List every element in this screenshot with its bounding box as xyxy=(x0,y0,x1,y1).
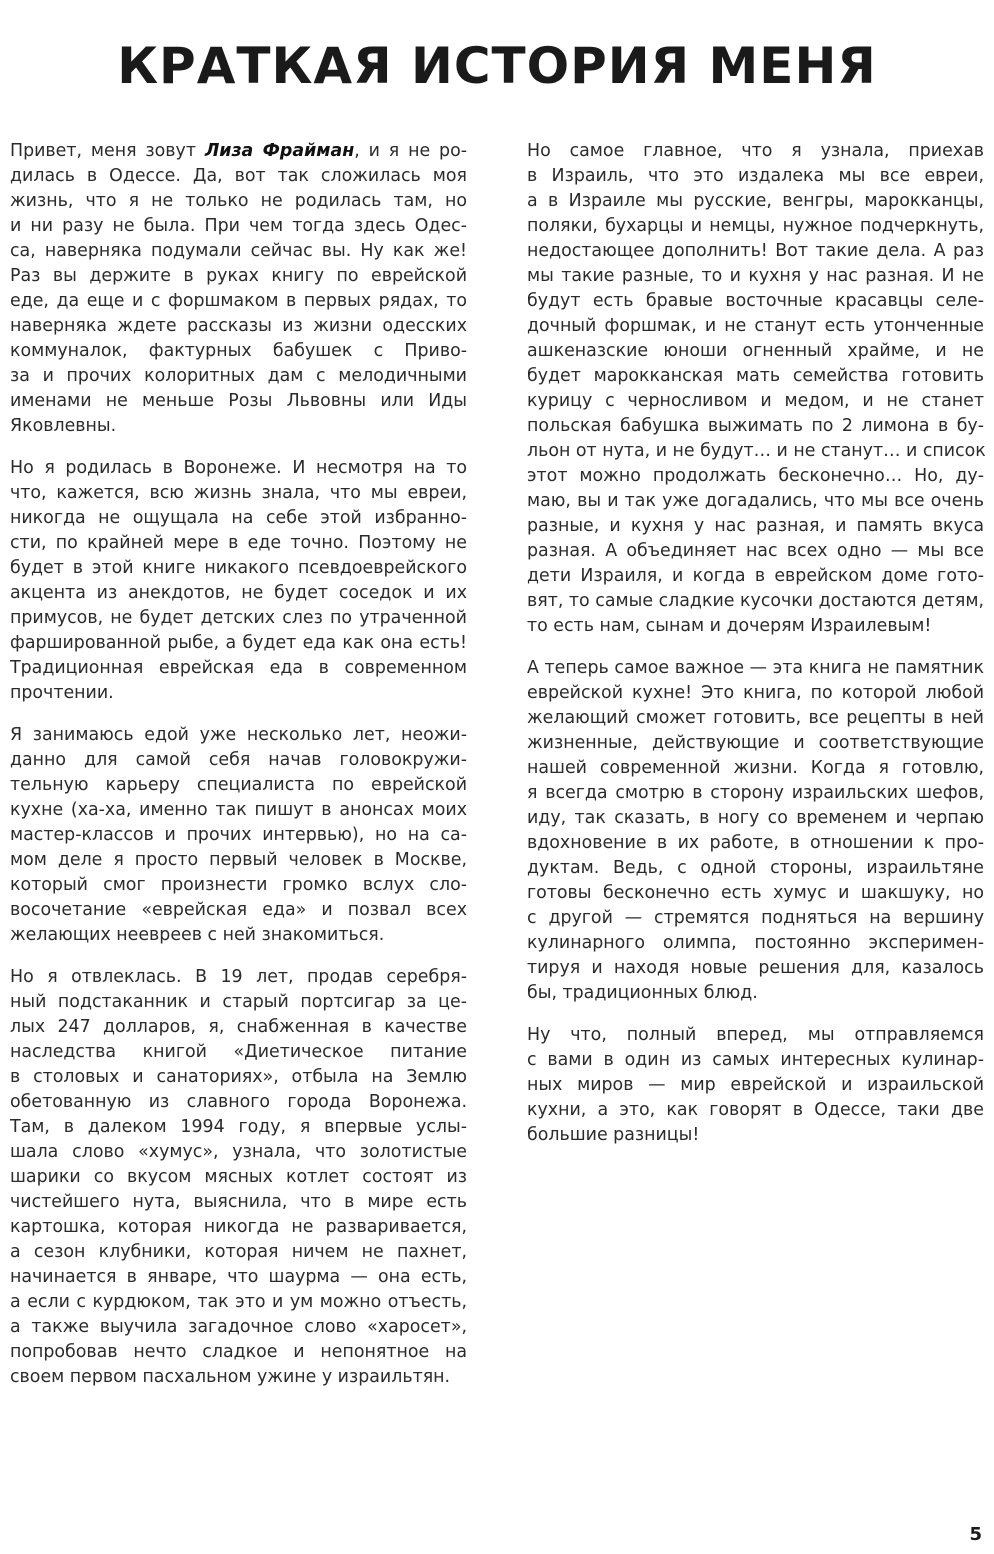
text-line: и ни разу не была. При чем тогда здесь Одес- xyxy=(10,216,467,236)
text-line: нашей современной жизни. Когда я готовлю, xyxy=(527,758,984,778)
text-line: еде, да еще и с форшмаком в первых рядах, то xyxy=(10,291,467,311)
text-line: я всегда смотрю в сторону израильских шефов, xyxy=(527,783,984,803)
text-line: кухне (ха-ха, именно так пишут в анонсах моих xyxy=(10,800,467,820)
text-line: что, кажется, всю жизнь знала, что мы евреи, xyxy=(10,483,467,503)
text-line: с вами в один из самых интересных кулинар- xyxy=(527,1050,984,1070)
text-line: Раз вы держите в руках книгу по еврейской xyxy=(10,266,467,286)
text-line xyxy=(10,139,467,164)
text-line: жизненные, действующие и соответствующие xyxy=(527,733,984,753)
text-line: начинается в январе, что шаурма — она есть, xyxy=(10,1267,467,1287)
text-line: наследства книгой «Диетическое питание xyxy=(10,1042,467,1062)
text-line: Я занимаюсь едой уже несколько лет, неожи- xyxy=(10,725,467,745)
text-line: а в Израиле мы русские, венгры, марокканцы, xyxy=(527,191,984,211)
intro-text: Привет, меня зовут xyxy=(10,141,205,161)
right-column xyxy=(527,139,984,1165)
text-line: фаршированной рыбе, а будет еда как она есть! xyxy=(10,633,467,653)
text-line: польская бабушка выжимать по 2 лимона в бу- xyxy=(527,416,984,436)
text-line: мы такие разные, то и кухня у нас разная. И не xyxy=(527,266,984,286)
text-line: льон от нута, и не будут… и не станут… и список xyxy=(527,441,986,461)
paragraph xyxy=(10,723,467,948)
text-line: акцента из анекдотов, не будет соседок и их xyxy=(10,583,467,603)
text-line: жизнь, что я не только не родилась там, но xyxy=(10,191,467,211)
text-line: са, наверняка подумали сейчас вы. Ну как же! xyxy=(10,241,467,261)
text-line: кухни, а это, как говорят в Одессе, таки две xyxy=(527,1100,984,1120)
text-line: именами не меньше Розы Львовны или Иды xyxy=(10,391,467,411)
text-line: чистейшего нута, выяснила, что в мире есть xyxy=(10,1192,467,1212)
text-line: дилась в Одессе. Да, вот так сложилась моя xyxy=(10,166,467,186)
text-line: лых 247 долларов, я, снабженная в качестве xyxy=(10,1017,467,1037)
paragraph xyxy=(10,139,467,439)
text-line: желающих неевреев с ней знакомиться. xyxy=(10,925,385,945)
text-line: бы, традиционных блюд. xyxy=(527,983,758,1003)
text-line: недостающее дополнить! Вот такие дела. А раз xyxy=(527,241,984,261)
left-column xyxy=(10,139,467,1407)
text-line: дочный форшмак, и не станут есть утонченные xyxy=(527,316,984,336)
text-line: иду, так сказать, в ногу со временем и черпаю xyxy=(527,808,984,828)
text-line: Но самое главное, что я узнала, приехав xyxy=(527,141,984,161)
text-line: коммуналок, фактурных бабушек с Приво- xyxy=(10,341,467,361)
text-line: желающий сможет готовить, все рецепты в ней xyxy=(527,708,984,728)
text-line: а сезон клубники, которая ничем не пахнет, xyxy=(10,1242,467,1262)
text-line: а если с курдюком, так это и ум можно отъесть, xyxy=(10,1292,467,1312)
text-line: этот можно продолжать бесконечно… Но, ду- xyxy=(527,466,984,486)
text-line: Яковлевны. xyxy=(10,416,117,436)
text-line: будет марокканская мать семейства готовить xyxy=(527,366,984,386)
intro-text-end: , и я не ро- xyxy=(354,141,467,161)
text-line: вят, то самые сладкие кусочки достаются детям, xyxy=(527,591,984,611)
text-line: Но я отвлеклась. В 19 лет, продав серебря- xyxy=(10,967,467,987)
text-line: ный подстаканник и старый портсигар за це- xyxy=(10,992,467,1012)
text-line: в столовых и санаториях», отбыла на Землю xyxy=(10,1067,467,1087)
text-line: то есть нам, сынам и дочерям Израилевым! xyxy=(527,616,932,636)
text-line: курицу с черносливом и медом, и не станет xyxy=(527,391,984,411)
text-line: дети Израиля, и когда в еврейском доме гото- xyxy=(527,566,984,586)
text-line: дуктам. Ведь, с одной стороны, израильтяне xyxy=(527,858,984,878)
text-line: большие разницы! xyxy=(527,1125,700,1145)
text-line: поляки, бухарцы и немцы, нужное подчеркнуть, xyxy=(527,216,984,236)
text-line: вдохновение в их работе, в отношении к про- xyxy=(527,833,984,853)
paragraph xyxy=(527,1023,984,1148)
text-line: разная. А объединяет нас всех одно — мы все xyxy=(527,541,984,561)
paragraph xyxy=(10,456,467,706)
text-line: мастер-классов и прочих интервью), но на са- xyxy=(10,825,467,845)
text-line: наверняка ждете рассказы из жизни одесских xyxy=(10,316,467,336)
paragraph xyxy=(527,656,984,1006)
text-line: Традиционная еврейская еда в современном xyxy=(10,658,467,678)
text-line: будет в этой книге никакого псевдоеврейского xyxy=(10,558,467,578)
text-line: который смог произнести громко вслух сло- xyxy=(10,875,467,895)
text-line: своем первом пасхальном ужине у израильтян. xyxy=(10,1367,451,1387)
page-number: 5 xyxy=(969,1524,982,1545)
text-line: никогда не ощущала на себе этой избранно- xyxy=(10,508,467,528)
text-line: за и прочих колоритных дам с мелодичными xyxy=(10,366,467,386)
text-line: примусов, не будет детских слез по утраченной xyxy=(10,608,467,628)
text-line: обетованную из славного города Воронежа. xyxy=(10,1092,467,1112)
text-line: шала слово «хумус», узнала, что золотистые xyxy=(10,1142,467,1162)
text-line: А теперь самое важное — эта книга не памятник xyxy=(527,658,984,678)
text-line: ашкеназские юноши огненный храйме, и не xyxy=(527,341,984,361)
text-line: тельную карьеру специалиста по еврейской xyxy=(10,775,467,795)
text-line: сти, по крайней мере в еде точно. Поэтому не xyxy=(10,533,467,553)
text-line: данно для самой себя начав головокружи- xyxy=(10,750,467,770)
text-line: восочетание «еврейская еда» и позвал всех xyxy=(10,900,467,920)
text-line: кулинарного олимпа, постоянно эксперимен- xyxy=(527,933,984,953)
text-line: Ну что, полный вперед, мы отправляемся xyxy=(527,1025,984,1045)
text-line: картошка, которая никогда не разваривается, xyxy=(10,1217,467,1237)
author-name: Лиза Фрайман xyxy=(204,141,355,161)
text-line: мом деле я просто первый человек в Москве, xyxy=(10,850,467,870)
paragraph xyxy=(10,965,467,1390)
text-line: попробовав нечто сладкое и непонятное на xyxy=(10,1342,467,1362)
text-line: готовы бесконечно есть хумус и шакшуку, но xyxy=(527,883,984,903)
text-line: еврейской кухне! Это книга, по которой любой xyxy=(527,683,984,703)
text-line: маю, вы и так уже догадались, что мы все очень xyxy=(527,491,984,511)
text-line: тируя и находя новые решения для, казалось xyxy=(527,958,984,978)
text-line: разные, и кухня у нас разная, и память вкуса xyxy=(527,516,984,536)
text-line: а также выучила загадочное слово «харосет», xyxy=(10,1317,467,1337)
page-title: КРАТКАЯ ИСТОРИЯ МЕНЯ xyxy=(117,36,877,95)
text-line: ных миров — мир еврейской и израильской xyxy=(527,1075,984,1095)
text-line: в Израиль, что это издалека мы все евреи, xyxy=(527,166,984,186)
text-line: прочтении. xyxy=(10,683,114,703)
text-line: Но я родилась в Воронеже. И несмотря на то xyxy=(10,458,467,478)
paragraph xyxy=(527,139,984,639)
text-line: будут есть бравые восточные красавцы селе- xyxy=(527,291,984,311)
text-line: шарики со вкусом мясных котлет состоят из xyxy=(10,1167,467,1187)
text-line: Там, в далеком 1994 году, я впервые услы- xyxy=(10,1117,467,1137)
text-line: с другой — стремятся подняться на вершину xyxy=(527,908,984,928)
